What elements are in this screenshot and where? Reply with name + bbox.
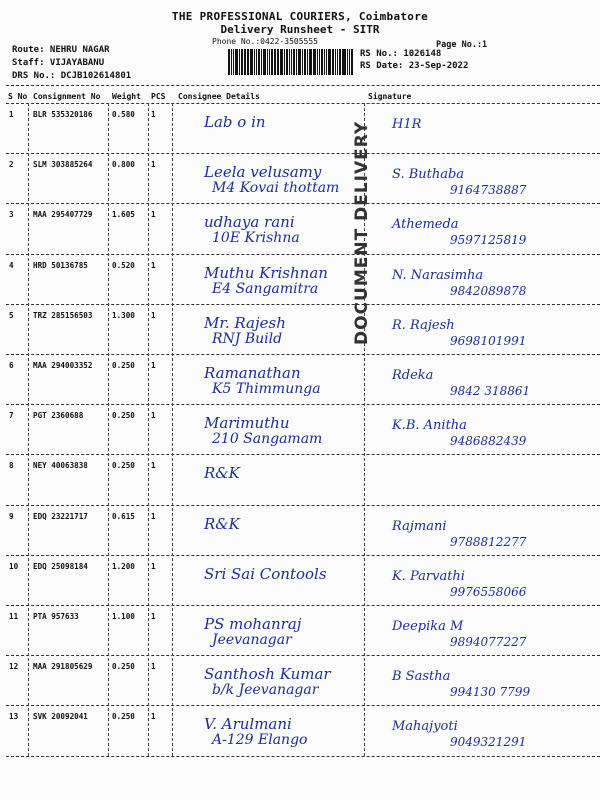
row-separator <box>6 304 600 305</box>
row-pcs: 1 <box>151 361 156 370</box>
row-weight: 0.800 <box>112 160 135 170</box>
column-divider <box>108 103 109 756</box>
row-signature-phone: 9976558066 <box>450 584 527 599</box>
col-sno: S No <box>8 92 28 101</box>
row-signature-phone: 9894077227 <box>450 635 527 649</box>
row-signature-phone: 9698101991 <box>450 333 527 348</box>
row-consignee-name: PS mohanraj <box>204 615 302 633</box>
row-separator <box>6 505 600 506</box>
header-bottom-rule <box>6 103 600 104</box>
row-consignee-address: 210 Sangamam <box>212 431 323 448</box>
row-consignment: MAA 294003352 <box>33 361 93 370</box>
col-consignment: Consignment No <box>33 92 101 101</box>
row-weight: 0.615 <box>112 511 135 521</box>
row-sno: 6 <box>9 361 14 370</box>
row-consignee-address: K5 Thimmunga <box>212 381 321 397</box>
row-consignee-name: Leela velusamy <box>204 163 322 182</box>
row-consignee-name: R&K <box>204 514 240 533</box>
row-pcs: 1 <box>151 110 156 119</box>
row-signature-phone: 9049321291 <box>450 735 527 750</box>
row-pcs: 1 <box>151 160 156 170</box>
row-pcs: 1 <box>151 260 156 270</box>
page-number: Page No.:1 <box>436 40 488 50</box>
row-consignee-name: udhaya rani <box>204 213 295 232</box>
row-separator <box>6 605 600 606</box>
rs-info <box>360 38 468 72</box>
row-signature: K.B. Anitha <box>392 418 467 434</box>
row-consignee-name: Muthu Krishnan <box>204 263 328 282</box>
row-consignee-address: 10E Krishna <box>212 230 300 247</box>
row-consignee-address: A-129 Elango <box>212 732 308 749</box>
rs-date: RS Date: 23-Sep-2022 <box>360 61 469 71</box>
row-signature-phone: 994130 7799 <box>450 685 531 700</box>
row-signature: Rajmani <box>392 518 447 534</box>
row-signature-phone: 9788812277 <box>450 534 527 549</box>
row-consignment: MAA 291805629 <box>33 662 93 672</box>
row-signature-phone: 9164738887 <box>450 183 527 198</box>
row-weight: 1.605 <box>112 210 135 220</box>
row-sno: 4 <box>9 260 14 270</box>
row-consignee-name: Lab o in <box>204 113 266 131</box>
row-weight: 0.250 <box>112 411 135 421</box>
row-sno: 7 <box>9 411 14 421</box>
row-sno: 5 <box>9 310 14 320</box>
row-pcs: 1 <box>151 411 156 421</box>
row-consignee-address: RNJ Build <box>212 330 283 347</box>
row-consignment: PTA 957633 <box>33 612 79 621</box>
row-consignment: BLR 535320186 <box>33 110 93 119</box>
row-consignee-name: V. Arulmani <box>204 715 292 734</box>
column-divider <box>28 103 29 756</box>
row-consignment: SVK 20092041 <box>33 712 88 722</box>
row-sno: 3 <box>9 210 14 220</box>
row-sno: 12 <box>9 662 19 672</box>
column-divider <box>148 103 149 756</box>
row-signature: S. Buthaba <box>392 167 465 183</box>
row-signature: H1R <box>392 117 422 132</box>
row-pcs: 1 <box>151 310 156 320</box>
row-signature-phone: 9842089878 <box>450 283 527 298</box>
row-weight: 0.250 <box>112 662 135 672</box>
row-separator <box>6 254 600 255</box>
row-separator <box>6 756 600 757</box>
row-separator <box>6 454 600 455</box>
row-weight: 1.100 <box>112 612 135 621</box>
barcode <box>228 49 354 75</box>
row-separator <box>6 153 600 154</box>
row-consignment: HRD 50136785 <box>33 260 88 270</box>
row-sno: 8 <box>9 461 14 471</box>
row-sno: 10 <box>9 561 19 571</box>
row-consignment: NEY 40063838 <box>33 461 88 471</box>
row-consignee-address: E4 Sangamitra <box>212 280 319 297</box>
col-signature: Signature <box>368 92 412 101</box>
row-consignee-name: R&K <box>204 464 240 483</box>
row-consignee-name: Santhosh Kumar <box>204 665 331 684</box>
row-consignment: TRZ 285156503 <box>33 310 93 320</box>
route-label: Route: NEHRU NAGAR <box>12 45 110 55</box>
row-weight: 0.580 <box>112 110 135 119</box>
drs-number: DRS No.: DCJB102614801 <box>12 71 132 81</box>
row-pcs: 1 <box>151 461 156 471</box>
row-weight: 0.250 <box>112 712 135 722</box>
row-consignment: EDQ 23221717 <box>33 511 88 521</box>
row-signature: Rdeka <box>392 368 434 383</box>
row-separator <box>6 354 600 355</box>
route-info <box>12 44 131 83</box>
row-pcs: 1 <box>151 511 156 521</box>
row-separator <box>6 203 600 204</box>
row-weight: 0.250 <box>112 361 135 370</box>
row-pcs: 1 <box>151 561 156 571</box>
row-consignee-name: Mr. Rajesh <box>204 313 286 332</box>
row-consignee-name: Ramanathan <box>204 364 301 382</box>
staff-label: Staff: VIJAYABANU <box>12 58 105 68</box>
row-consignee-address: Jeevanagar <box>212 632 292 648</box>
runsheet-title: Delivery Runsheet - SITR <box>220 23 380 36</box>
row-signature: K. Parvathi <box>392 568 465 584</box>
row-weight: 0.520 <box>112 260 135 270</box>
stamp-text: DOCUMENT DELIVERY <box>352 120 372 345</box>
row-sno: 9 <box>9 511 14 521</box>
row-signature: Deepika M <box>392 619 464 634</box>
row-separator <box>6 555 600 556</box>
row-pcs: 1 <box>151 612 156 621</box>
row-signature-phone: 9842 318861 <box>450 384 531 398</box>
row-sno: 11 <box>9 612 19 621</box>
row-sno: 13 <box>9 712 19 722</box>
company-title: THE PROFESSIONAL COURIERS, Coimbatore <box>171 10 429 23</box>
header-top-rule <box>6 85 600 86</box>
row-separator <box>6 655 600 656</box>
row-consignee-address: M4 Kovai thottam <box>212 180 340 197</box>
row-consignee-name: Marimuthu <box>204 414 290 433</box>
row-weight: 0.250 <box>112 461 135 471</box>
row-signature-phone: 9597125819 <box>450 233 527 248</box>
row-sno: 2 <box>9 160 14 170</box>
row-sno: 1 <box>9 110 14 119</box>
row-consignment: SLM 303885264 <box>33 160 93 170</box>
col-consignee: Consignee Details <box>178 92 260 101</box>
row-pcs: 1 <box>151 210 156 220</box>
phone-number: Phone No.:0422-3505555 <box>212 37 318 46</box>
column-divider <box>172 103 173 756</box>
row-weight: 1.200 <box>112 561 135 571</box>
row-pcs: 1 <box>151 712 156 722</box>
row-consignee-address: b/k Jeevanagar <box>212 682 319 699</box>
rs-number: RS No.: 1026148 <box>360 49 442 59</box>
row-consignment: EDQ 25098184 <box>33 561 88 571</box>
col-weight: Weight <box>112 92 141 101</box>
row-signature: Athemeda <box>392 217 459 233</box>
row-consignee-name: Sri Sai Contools <box>204 564 327 583</box>
row-separator <box>6 705 600 706</box>
row-signature: Mahajyoti <box>392 719 458 735</box>
row-consignment: PGT 2360688 <box>33 411 84 421</box>
row-consignment: MAA 295407729 <box>33 210 93 220</box>
row-separator <box>6 404 600 405</box>
row-signature: R. Rajesh <box>392 317 455 333</box>
col-pcs: PCS <box>151 92 166 101</box>
row-signature-phone: 9486882439 <box>450 434 527 449</box>
row-pcs: 1 <box>151 662 156 672</box>
delivery-stamp <box>352 121 372 345</box>
row-weight: 1.300 <box>112 310 135 320</box>
row-signature: B Sastha <box>392 669 451 685</box>
row-signature: N. Narasimha <box>392 267 484 283</box>
